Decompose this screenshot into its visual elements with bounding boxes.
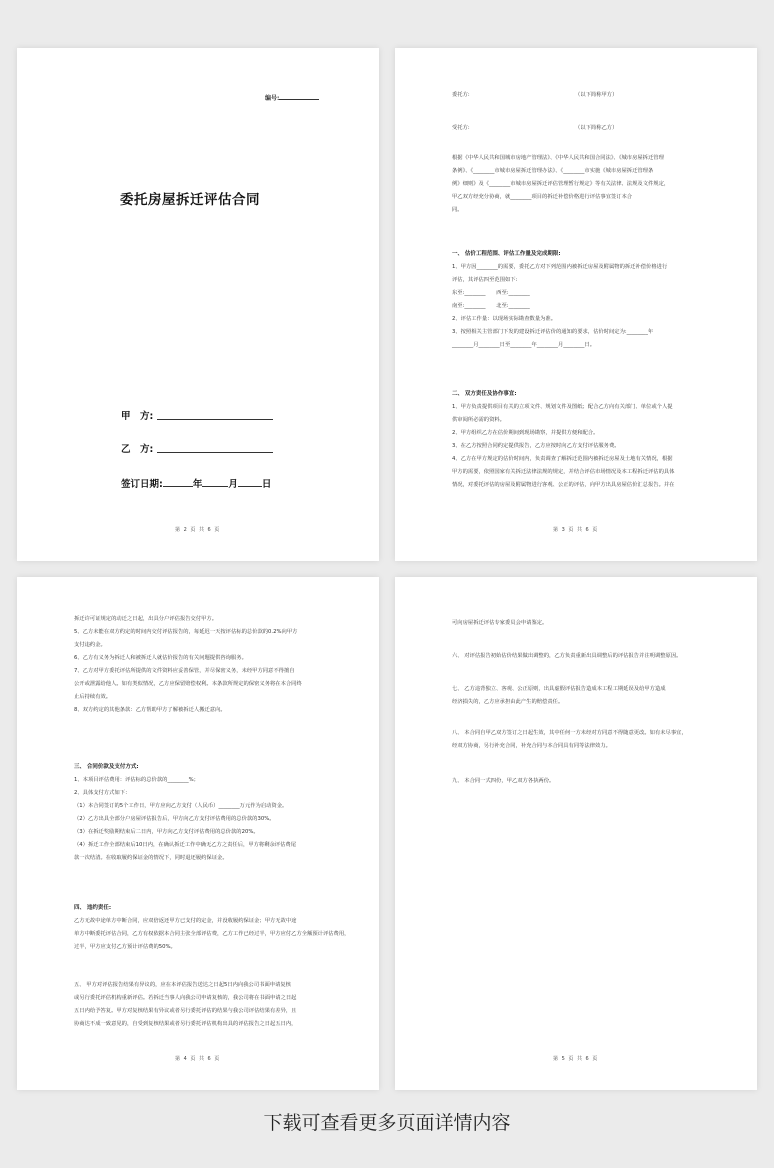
client-note: （以下简称甲方） bbox=[575, 92, 618, 98]
section-3: 三、 合同价款及支付方式: 1、本项目评估费用：评估标的总价款的________%； 2、具体支付方式如下： （1）本合同签订的5个工作日，甲方应向乙方支付（人民币）________万元作为启动资金。 （2）乙方出具全部分户房屋评估报告后，甲方向乙方支付评估费用的总价款的30%。 （3）在拆迁奖励期结束后二日内，甲方向乙方支付评估费用的总价款的20%。 （4）拆迁工作全部结束后10日内，在确认拆迁工作中确无乙方之责任后，甲方将剩余评估费尾 款一次结清。在收取履约保证金的情况下，同时退还履约保证金。 bbox=[74, 764, 296, 861]
section-4: 四、 违约责任: 乙方无故中途单方中断合同，应双倍返还甲方已支付的定金，并没收履约保证金；甲方无故中途 单方中断委托评估合同，乙方有权依据本合同主张全部评估费，乙方工作已经过半，甲方应付乙方全额预计评估费用， 过半，甲方应支付乙方预计评估费的50%。 bbox=[74, 905, 350, 950]
page-footer: 第 2 页 共 6 页 bbox=[175, 527, 221, 533]
section-2-continued: 拆迁许可证规定的动迁之日起，出具分户评估报告交付甲方。 5、乙方未能在双方约定的时间内交付评估报告的，每延迟一天按评估标的总价款的0.2%向甲方 支付违约金。 6、乙方有义务为拆迁人和被拆迁人就估价报告的有关问题提供咨询服务。 7、乙方对甲方委托评估所提供的文件资料应妥善保管，并尽保密义务，未经甲方同意不得擅自 公开或泄露给他人。如有类似情况，乙方应保留赔偿权利。本条款所规定的保密义务将在本合同终 止后持续有效。 8、双方约定的其他条款：乙方帮助甲方了解被拆迁人搬迁意向。 bbox=[74, 616, 302, 713]
section-7: 七、 乙方违背独立、客观、公正原则，出具虚假评估报告造成本工程工期延误及给甲方造成 经济损失的，乙方应承担由此产生的赔偿责任。 bbox=[452, 686, 666, 705]
document-page-3 bbox=[395, 48, 757, 561]
sign-date-label: 签订日期: 年 月 日 bbox=[121, 479, 272, 490]
intro-paragraph: 根据《中华人民共和国城市房地产管理法》、《中华人民共和国合同法》、《城市房屋拆迁管理 条例》、《________市城市房屋拆迁管理办法》、《________市实施《城市房屋拆迁管理条 例》细则》及《________市城市房屋拆迁评估管理暂行规定》等有关法律、法规及文件规定， 甲乙双方经充分协商，就________项目的拆迁补偿价格进行评估事宜签订本合 同。 bbox=[452, 155, 670, 213]
section-9: 九、 本合同一式四份，甲乙双方各执两份。 bbox=[452, 778, 555, 784]
client-label: 委托方: bbox=[452, 92, 470, 98]
section-1: 一、 估价工程范围、评估工作量及完成期限: 1、甲方因________的需要，委托乙方对下列范围内被拆迁房屋及附属物的拆迁补偿价格进行 评估，其评估四至范围如下: 东至:________ 西至:________ 南至:________ 北至:________ 2、评估工作量：以现场实际勘查数量为准。 3、按照相关主管部门下发的建设拆迁评估价的通知的要求，估价时间定为:________年 ________月________日至________年________月________日。 bbox=[452, 251, 668, 348]
contract-title: 委托房屋拆迁评估合同 bbox=[120, 192, 260, 208]
trustee-label: 受托方: bbox=[452, 125, 470, 131]
page-footer: 第 5 页 共 6 页 bbox=[553, 1056, 599, 1062]
page-footer: 第 3 页 共 6 页 bbox=[553, 527, 599, 533]
document-page-4 bbox=[17, 577, 379, 1090]
party-b-label: 乙 方: bbox=[121, 444, 154, 455]
section-5-continued: 可向房屋拆迁评估专家委员会申请鉴定。 bbox=[452, 620, 548, 626]
trustee-note: （以下简称乙方） bbox=[575, 125, 618, 131]
section-5: 五、 甲方对评估报告结果有异议的，应在本评估报告送达之日起5日内向我公司书面申请复核 或另行委托评估机构重新评估。若拆迁当事人向我公司申请复核的，我公司将在书面申请之日起 五日内给予答复。甲方对复核结果有异议或者另行委托评估的结果与我公司评估结果有差异，且 协商达不成一致意见的，自受到复核结果或者另行委托评估机构出具的评估报告之日起五日内， bbox=[74, 982, 297, 1027]
section-2: 二、 双方责任及协作事宜: 1、甲方负责提供项目有关的立项文件、规划文件及图纸；配合乙方向有关部门、单位或个人提 供审阅所必需的资料。 2、甲方组织乙方在估价期间到现场勘察，并提供方便和配合。 3、在乙方按照合同约定提供报告，乙方应按时向乙方支付评估服务费。 4、乙方在甲方规定的估价时间内，负责调查了解拆迁范围内被拆迁房屋及土地有关情况，根据 甲方的需要，依照国家有关拆迁法律法规的规定，并结合评估市场情况及本工程拆迁评估的具体 情况，对委托评估的房屋及附属物进行客观、公正的评估，向甲方出具房屋估价汇总报告。并在 bbox=[452, 391, 675, 488]
party-a-line bbox=[157, 419, 273, 420]
section-6: 六、 对评估报告初始估价结果做出调整的，乙方负责重新出具调整后的评估报告并注明调整原因。 bbox=[452, 653, 682, 659]
contract-number-label: 编号: bbox=[265, 93, 319, 103]
party-b-line bbox=[157, 452, 273, 453]
document-page-cover bbox=[17, 48, 379, 561]
section-8: 八、 本合同自甲乙双方签订之日起生效，其中任何一方未经对方同意不得随意更改。如有未尽事宜， 经双方协商，另行补充合同，补充合同与本合同具有同等法律效力。 bbox=[452, 730, 687, 749]
download-caption: 下载可查看更多页面详情内容 bbox=[263, 1112, 511, 1134]
party-a-label: 甲 方: bbox=[121, 411, 154, 422]
page-footer: 第 4 页 共 6 页 bbox=[175, 1056, 221, 1062]
document-page-5 bbox=[395, 577, 757, 1090]
